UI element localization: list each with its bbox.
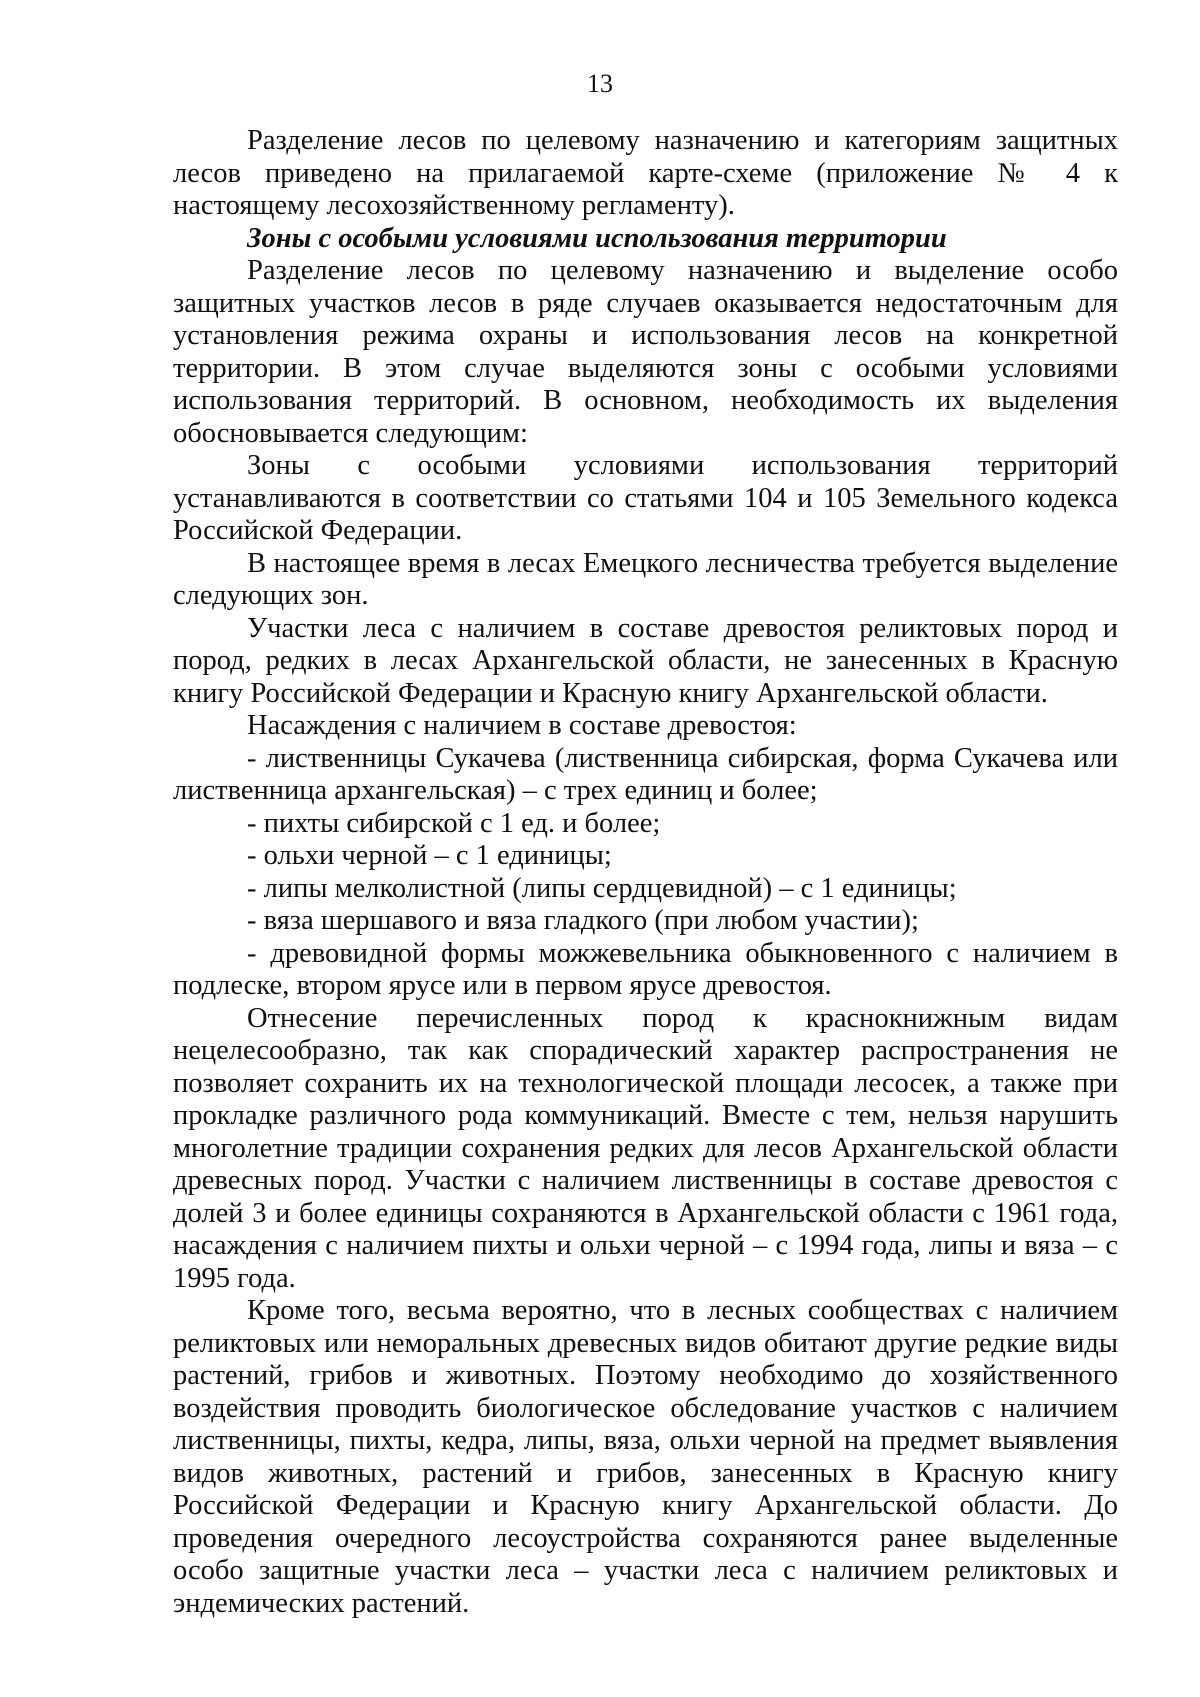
paragraph: Кроме того, весьма вероятно, что в лесных сообществах с наличием реликтовых или неморальных древесных видов обитают другие редкие виды растений, грибов и животных. Поэтому необходимо до хозяйственного воздействия проводить биологическое обследование участков с наличием лиственницы, пихты, кедра, липы, вяза, ольхи черной на предмет выявления видов животных, растений и грибов, занесенных в Красную книгу Российской Федерации и Красную книгу Архангельской области. До проведения очередного лесоустройства сохраняются ранее выделенные особо защитные участки леса – участки леса с наличием реликтовых и эндемических растений. [173, 1295, 1118, 1619]
paragraph: В настоящее время в лесах Емецкого лесничества требуется выделение следующих зон. [173, 547, 1118, 611]
paragraph: Участки леса с наличием в составе древостоя реликтовых пород и пород, редких в лесах Архангельской области, не занесенных в Красную книгу Российской Федерации и Красную книгу Архангельской области. [173, 612, 1118, 709]
paragraph: Разделение лесов по целевому назначению и выделение особо защитных участков лесов в ряде случаев оказывается недостаточным для установления режима охраны и использования лесов на конкретной территории. В этом случае выделяются зоны с особыми условиями использования территорий. В основном, необходимость их выделения обосновывается следующим: [173, 255, 1118, 449]
list-item: - ольхи черной – с 1 единицы; [247, 840, 612, 871]
page-number: 13 [587, 69, 613, 98]
list-item: - древовидной формы можжевельника обыкновенного с наличием в подлеске, втором ярусе или в первом ярусе древостоя. [173, 937, 1118, 1001]
paragraph: Насаждения с наличием в составе древостоя: [247, 710, 797, 741]
paragraph: Разделение лесов по целевому назначению и категориям защитных лесов приведено на прилагаемой карте-схеме (приложение № 4 к настоящему лесохозяйственному регламенту). [173, 125, 1118, 221]
list-item: - лиственницы Сукачева (лиственница сибирская, форма Сукачева или лиственница архангельская) – с трех единиц и более; [173, 742, 1118, 806]
list-item: - пихты сибирской с 1 ед. и более; [247, 807, 661, 839]
section-heading: Зоны с особыми условиями использования территории [247, 222, 947, 254]
list-item: - вяза шершавого и вяза гладкого (при любом участии); [247, 905, 919, 936]
paragraph: Отнесение перечисленных пород к краснокнижным видам нецелесообразно, так как спорадический характер распространения не позволяет сохранить их на технологической площади лесосек, а также при прокладке различного рода коммуникаций. Вместе с тем, нельзя нарушить многолетние традиции сохранения редких для лесов Архангельской области древесных пород. Участки с наличием лиственницы в составе древостоя с долей 3 и более единицы сохраняются в Архангельской области с 1961 года, насаждения с наличием пихты и ольхи черной – с 1994 года, липы и вяза – с 1995 года. [173, 1002, 1118, 1294]
document-body [173, 125, 1118, 1620]
list-item: - липы мелколистной (липы сердцевидной) – с 1 единицы; [247, 872, 957, 904]
paragraph: Зоны с особыми условиями использования территорий устанавливаются в соответствии со статьями 104 и 105 Земельного кодекса Российской Федерации. [173, 450, 1118, 546]
